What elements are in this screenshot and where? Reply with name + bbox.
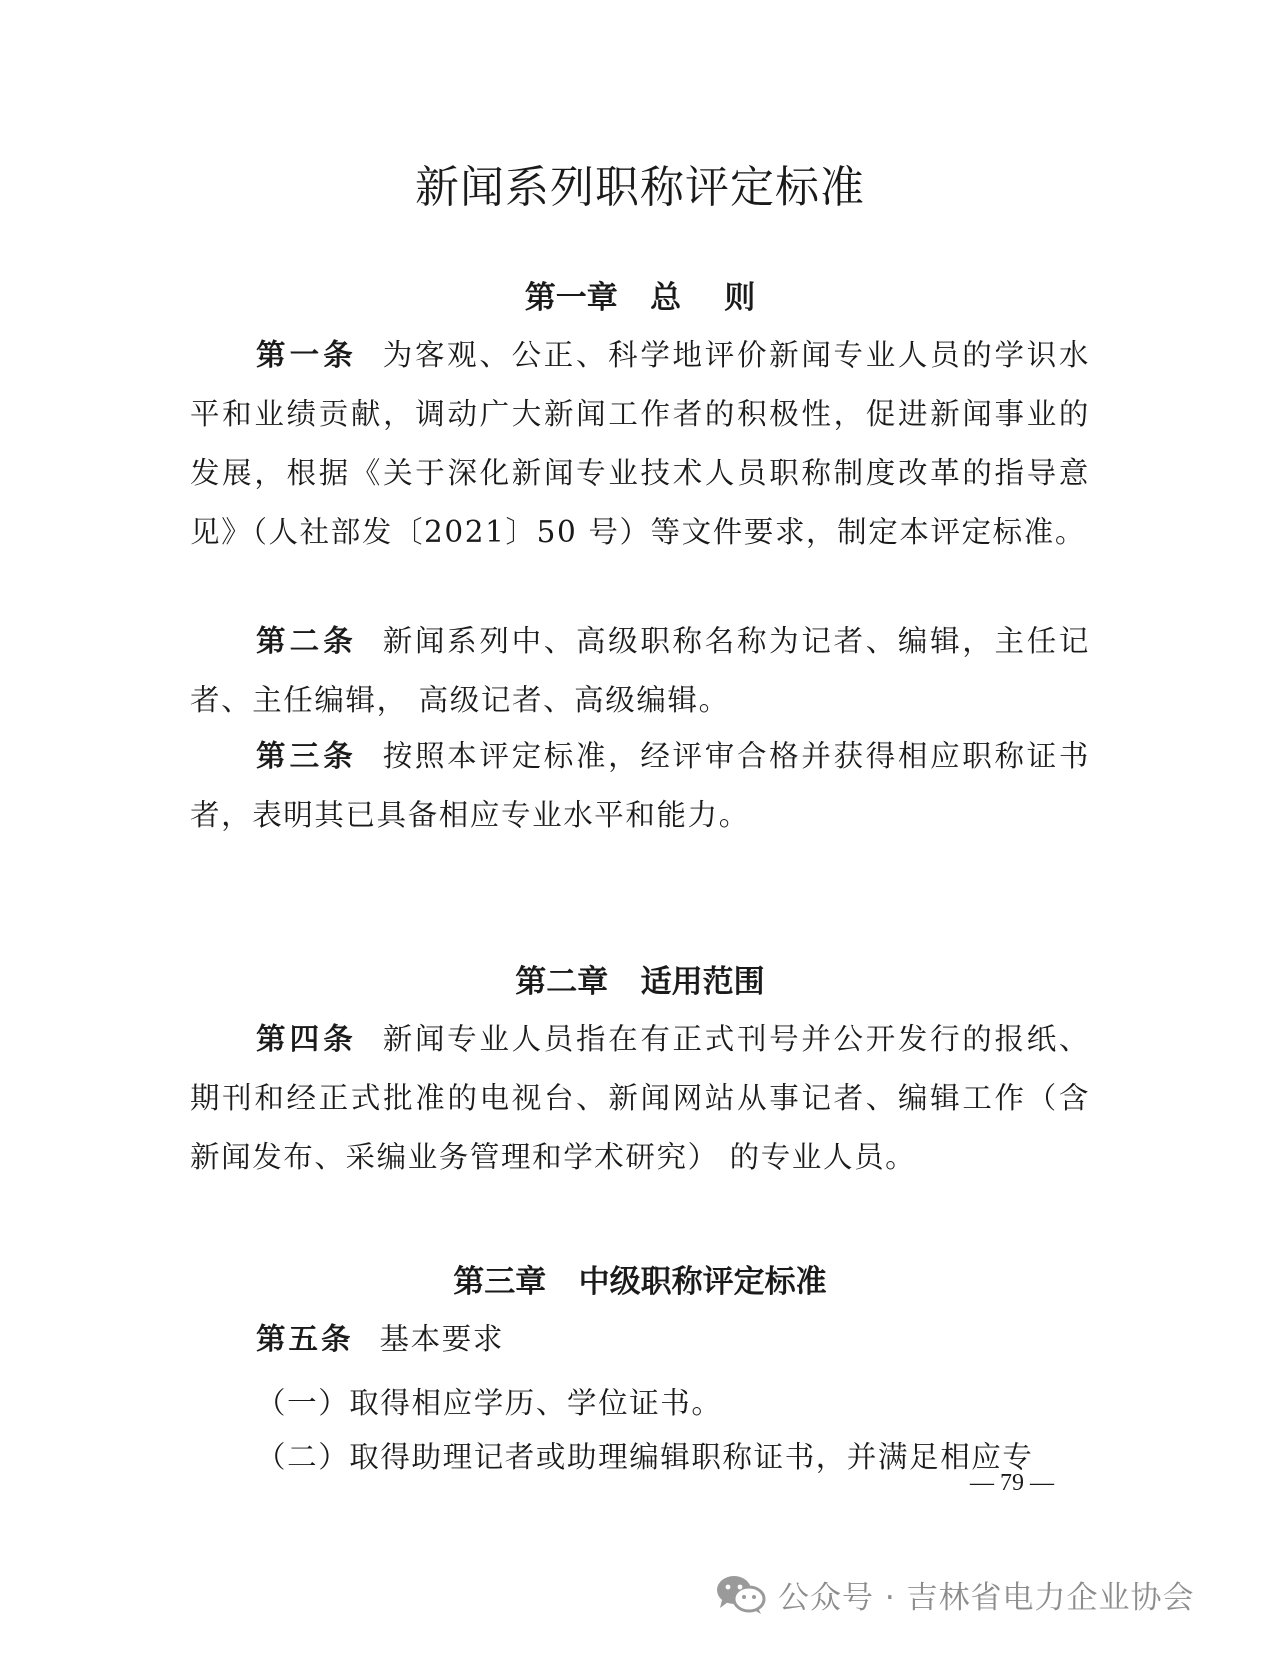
article-3-text: 按照本评定标准，经评审合格并获得相应职称证书者，表明其已具备相应专业水平和能力。 [190, 739, 1090, 832]
article-5-label: 第五条 [256, 1322, 354, 1356]
article-1 [190, 326, 1090, 562]
article-2-text: 新闻系列中、高级职称名称为记者、编辑，主任记者、主任编辑， 高级记者、高级编辑。 [190, 624, 1090, 717]
article-2 [190, 612, 1090, 730]
watermark-text: 公众号 · 吉林省电力企业协会 [778, 1579, 1195, 1616]
article-2-label: 第二条 [256, 624, 357, 658]
article-4-text: 新闻专业人员指在有正式刊号并公开发行的报纸、期刊和经正式批准的电视台、新闻网站从事记者、编辑工作（含新闻发布、采编业务管理和学术研究） 的专业人员。 [190, 1022, 1090, 1174]
article-3-label: 第三条 [256, 739, 357, 773]
wechat-icon [714, 1572, 768, 1616]
page-title: 新闻系列职称评定标准 [415, 162, 865, 213]
article-4-label: 第四条 [256, 1022, 357, 1056]
list-item: （一）取得相应学历、学位证书。 [256, 1386, 723, 1420]
watermark [714, 1570, 1195, 1618]
article-1-text: 为客观、公正、科学地评价新闻专业人员的学识水平和业绩贡献，调动广大新闻工作者的积极性，促进新闻事业的发展，根据《关于深化新闻专业技术人员职称制度改革的指导意见》（人社部发〔2021〕50 号）等文件要求，制定本评定标准。 [190, 338, 1090, 549]
article-5-text: 基本要求 [379, 1322, 504, 1356]
page-number: — 79 — [970, 1470, 1054, 1496]
article-3 [190, 727, 1090, 845]
article-4 [190, 1010, 1090, 1187]
chapter-heading-2: 第二章 适用范围 [515, 964, 765, 1000]
list-item: （二）取得助理记者或助理编辑职称证书，并满足相应专 [256, 1440, 1034, 1474]
chapter-heading-1: 第一章 总 则 [524, 280, 756, 316]
article-1-label: 第一条 [256, 338, 357, 372]
chapter-heading-3: 第三章 中级职称评定标准 [453, 1264, 827, 1300]
article-5 [190, 1310, 1090, 1369]
